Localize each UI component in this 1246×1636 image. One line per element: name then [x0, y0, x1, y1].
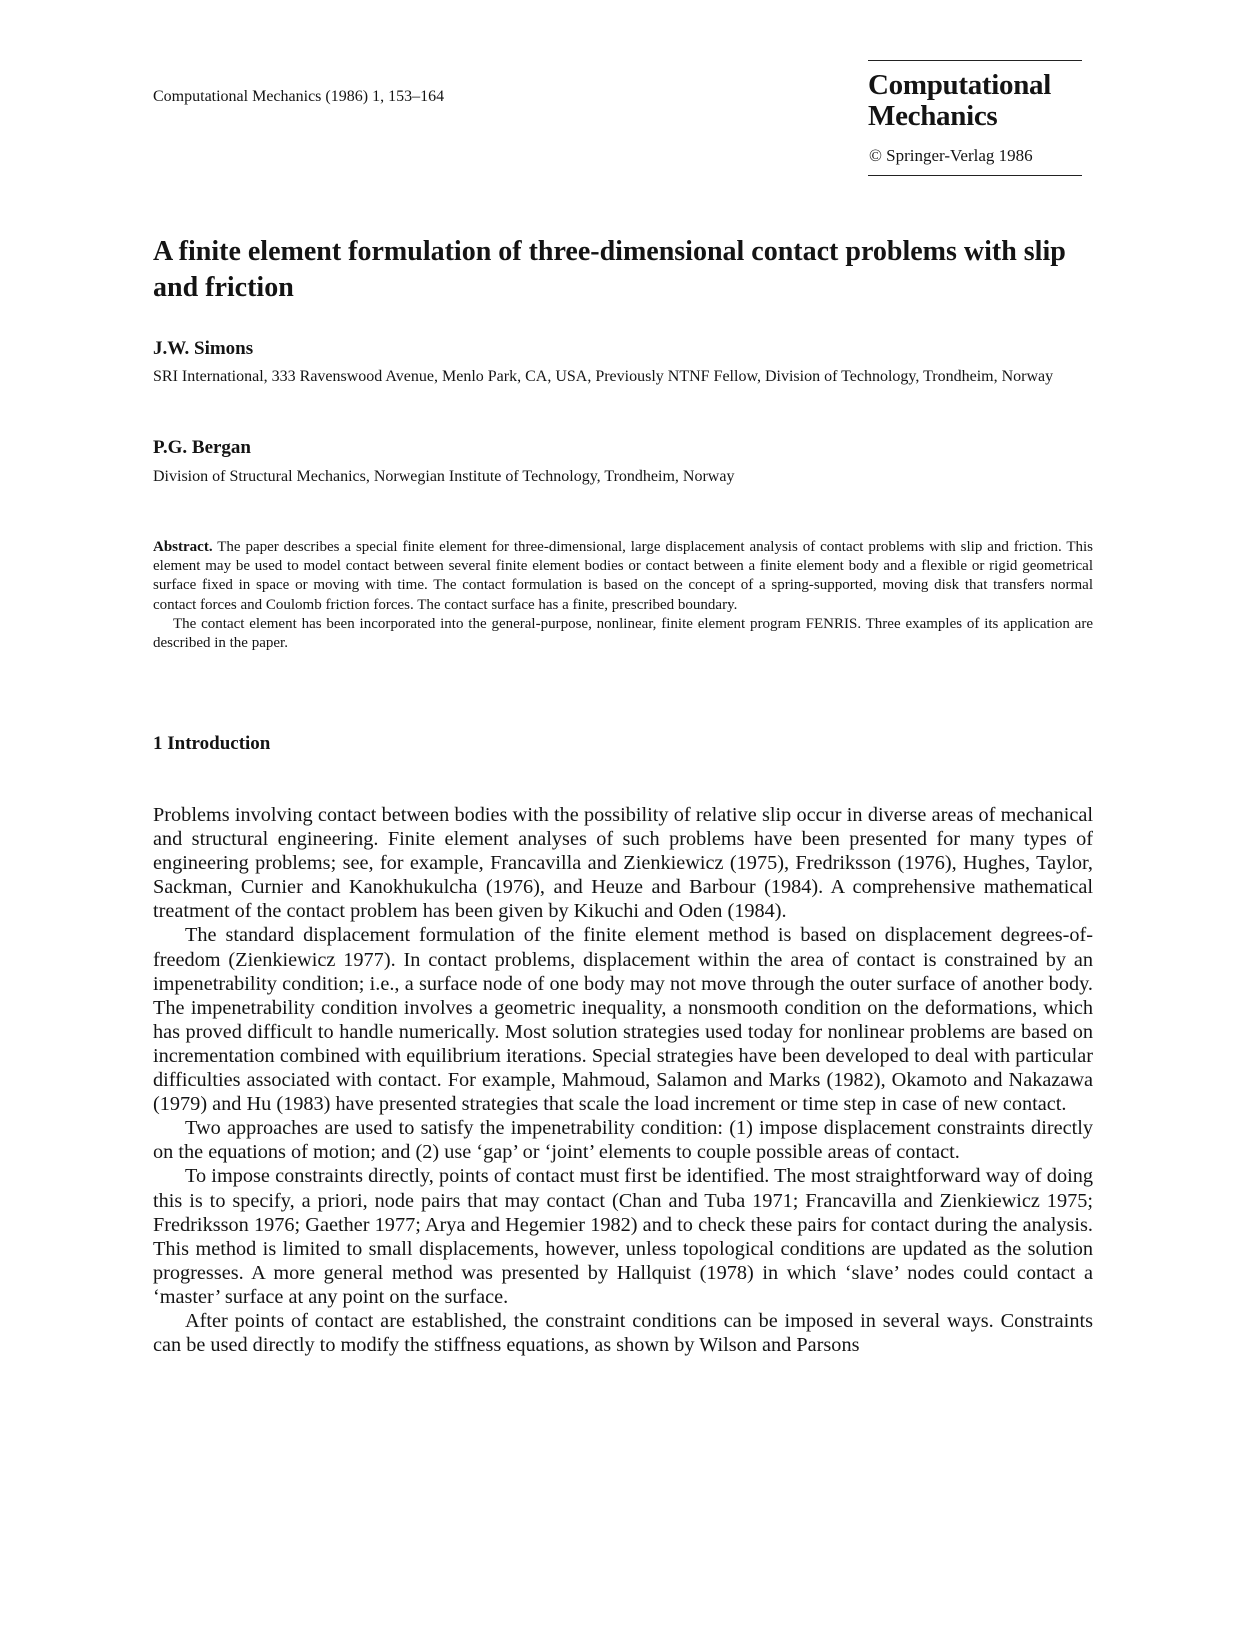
- journal-masthead: [868, 60, 1082, 176]
- introduction-body: [153, 803, 1093, 1357]
- body-paragraph-5: After points of contact are established, the constraint conditions can be imposed in several ways. Constraints can be used directly to modify the stiffness equations, as shown by Wilson and Parsons: [153, 1309, 1093, 1357]
- section-heading-introduction: 1 Introduction: [153, 733, 271, 754]
- journal-title: [868, 70, 1082, 132]
- abstract-text-1: The paper describes a special finite element for three-dimensional, large displacement analysis of contact problems with slip and friction. This element may be used to model contact between several finite element bodies or contact between a finite element body and a flexible or rigid geometrical surface fixed in space or moving with time. The contact formulation is based on the concept of a spring-supported, moving disk that transfers normal contact forces and Coulomb friction forces. The contact surface has a finite, prescribed boundary.: [153, 539, 1093, 613]
- body-paragraph-3: Two approaches are used to satisfy the impenetrability condition: (1) impose displacement constraints directly on the equations of motion; and (2) use ‘gap’ or ‘joint’ elements to couple possible areas of contact.: [153, 1117, 1093, 1164]
- masthead-rule-bottom: [868, 175, 1082, 176]
- paper-title: A finite element formulation of three-dimensional contact problems with slip and friction: [153, 236, 1066, 303]
- masthead-rule-top: [868, 60, 1082, 61]
- journal-title-line2: Mechanics: [868, 100, 998, 132]
- author-affiliation-2: Division of Structural Mechanics, Norwegian Institute of Technology, Trondheim, Norway: [153, 468, 735, 485]
- journal-title-line1: Computational: [868, 69, 1052, 101]
- author-affiliation-1: SRI International, 333 Ravenswood Avenue, Menlo Park, CA, USA, Previously NTNF Fellow, Division of Technology, Trondheim, Norway: [153, 368, 1054, 385]
- copyright-notice: © Springer-Verlag 1986: [869, 146, 1033, 165]
- author-name-1: J.W. Simons: [153, 338, 254, 359]
- abstract-paragraph-1: [153, 538, 1093, 615]
- abstract-label: Abstract.: [153, 539, 213, 555]
- author-name-2: P.G. Bergan: [153, 437, 251, 458]
- body-paragraph-4: To impose constraints directly, points of contact must first be identified. The most straightforward way of doing this is to specify, a priori, node pairs that may contact (Chan and Tuba 1971; Francavilla and Zienkiewicz 1975; Fredriksson 1976; Gaether 1977; Arya and Hegemier 1982) and to check these pairs for contact during the analysis. This method is limited to small displacements, however, unless topological conditions are updated as the solution progresses. A more general method was presented by Hallquist (1978) in which ‘slave’ nodes could contact a ‘master’ surface at any point on the surface.: [153, 1165, 1093, 1308]
- body-paragraph-2: The standard displacement formulation of the finite element method is based on displacement degrees-of-freedom (Zienkiewicz 1977). In contact problems, displacement within the area of contact is constrained by an impenetrability condition; i.e., a surface node of one body may not move through the outer surface of another body. The impenetrability condition involves a geometric inequality, a nonsmooth condition on the deformations, which has proved difficult to handle numerically. Most solution strategies used today for nonlinear problems are based on incrementation combined with equilibrium iterations. Special strategies have been developed to deal with particular difficulties associated with contact. For example, Mahmoud, Salamon and Marks (1982), Okamoto and Nakazawa (1979) and Hu (1983) have presented strategies that scale the load increment or time step in case of new contact.: [153, 924, 1093, 1116]
- abstract: [153, 538, 1093, 653]
- body-paragraph-1: Problems involving contact between bodies with the possibility of relative slip occur in diverse areas of mechanical and structural engineering. Finite element analyses of such problems have been presented for many types of engineering problems; see, for example, Francavilla and Zienkiewicz (1975), Fredriksson (1976), Hughes, Taylor, Sackman, Curnier and Kanokhukulcha (1976), and Heuze and Barbour (1984). A comprehensive mathematical treatment of the contact problem has been given by Kikuchi and Oden (1984).: [153, 804, 1093, 923]
- abstract-paragraph-2: The contact element has been incorporated into the general-purpose, nonlinear, finite element program FENRIS. Three examples of its application are described in the paper.: [153, 615, 1093, 652]
- journal-citation: Computational Mechanics (1986) 1, 153–164: [153, 88, 445, 105]
